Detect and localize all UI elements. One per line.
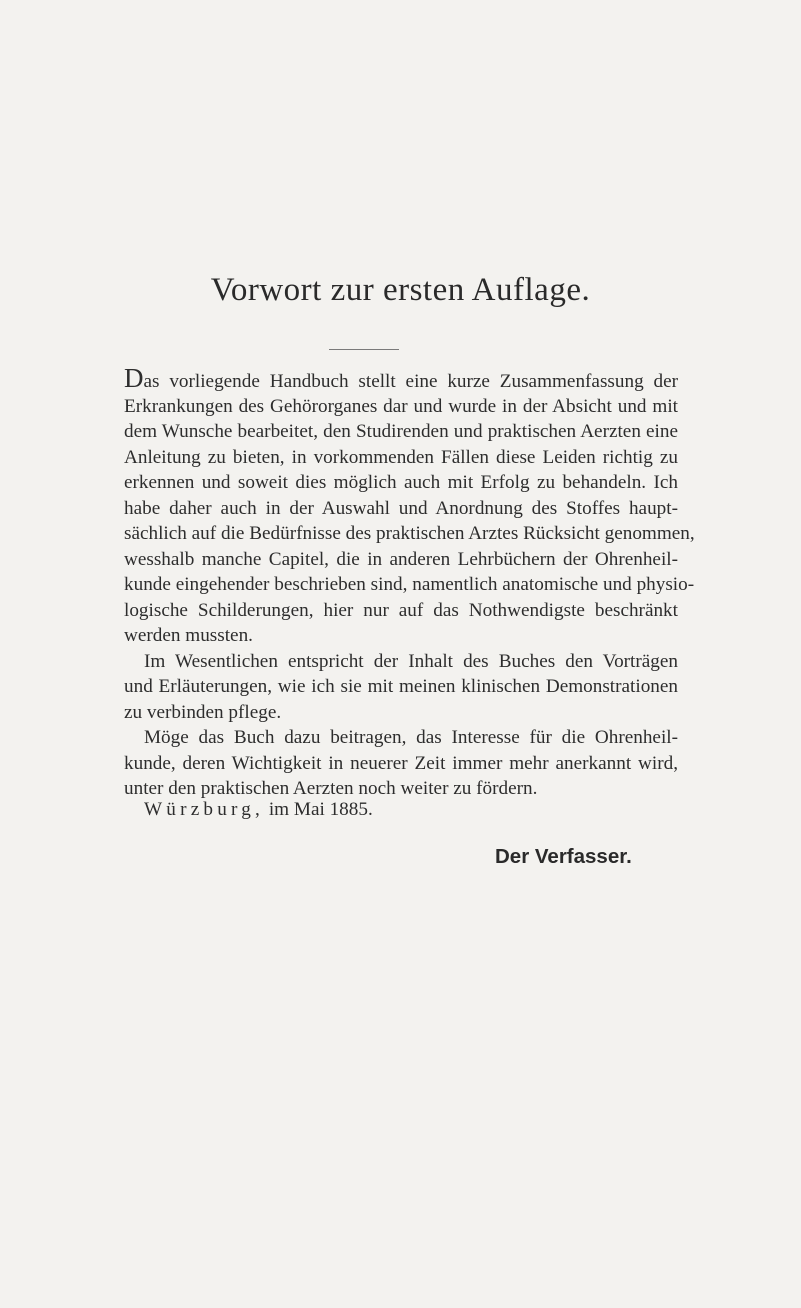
preface-body <box>124 363 695 802</box>
signature: Der Verfasser. <box>495 845 632 868</box>
paragraph-1-line-1 <box>124 363 678 394</box>
paragraph-3-line: Möge das Buch dazu beitragen, das Interesse für die Ohrenheil- <box>144 727 678 748</box>
date: im Mai 1885. <box>268 799 373 820</box>
place: Würzburg, <box>144 799 265 820</box>
drop-cap: D <box>124 363 144 393</box>
paragraph-1-line: habe daher auch in der Auswahl und Anordnung des Stoffes haupt- <box>124 497 678 519</box>
paragraph-1-line: kunde eingehender beschrieben sind, namentlich anatomische und physio- <box>124 574 695 595</box>
paragraph-1-line: dem Wunsche bearbeitet, den Studirenden und praktischen Aerzten eine <box>124 421 678 442</box>
paragraph-3-line: kunde, deren Wichtigkeit in neuerer Zeit immer mehr anerkannt wird, <box>124 752 678 774</box>
paragraph-2-line: zu verbinden pflege. <box>124 701 282 723</box>
paragraph-1-line: wesshalb manche Capitel, die in anderen Lehrbüchern der Ohrenheil- <box>124 548 678 570</box>
paragraph-2-line: Im Wesentlichen entspricht der Inhalt des Buches den Vorträgen <box>144 650 678 672</box>
paragraph-1-line: sächlich auf die Bedürfnisse des praktischen Arztes Rücksicht genommen, <box>124 523 695 544</box>
paragraph-1-line: erkennen und soweit dies möglich auch mit Erfolg zu behandeln. Ich <box>124 472 678 493</box>
paragraph-3-line: unter den praktischen Aerzten noch weiter zu fördern. <box>124 778 538 799</box>
paragraph-1-line: Erkrankungen des Gehörorganes dar und wurde in der Absicht und mit <box>124 395 678 417</box>
paragraph-1-first-line-text: as vorliegende Handbuch stellt eine kurze Zusammenfassung der <box>143 371 678 392</box>
paragraph-1-line: Anleitung zu bieten, in vorkommenden Fällen diese Leiden richtig zu <box>124 446 678 468</box>
paragraph-1-line: logische Schilderungen, hier nur auf das Nothwendigste beschränkt <box>124 599 678 621</box>
paragraph-1-line: werden mussten. <box>124 625 253 646</box>
place-and-date <box>144 799 373 821</box>
page-title: Vorwort zur ersten Auflage. <box>210 272 591 308</box>
divider-rule <box>329 349 399 350</box>
paragraph-2-line: und Erläuterungen, wie ich sie mit meinen klinischen Demonstrationen <box>124 676 678 697</box>
